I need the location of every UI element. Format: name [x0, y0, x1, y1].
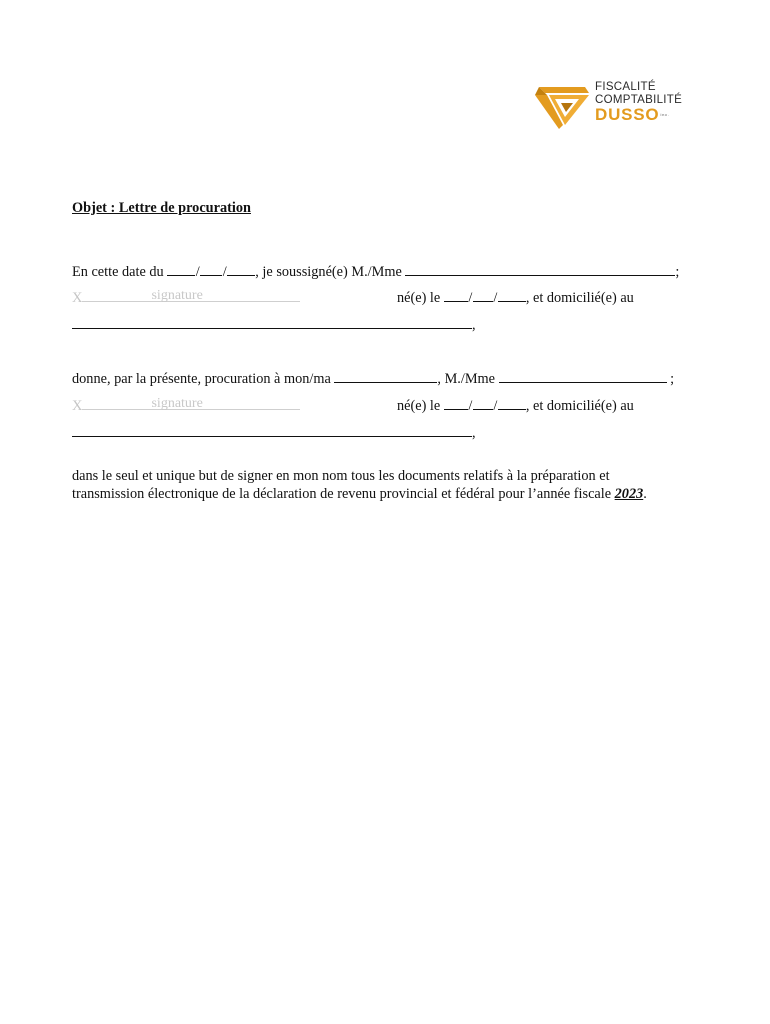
born-label-2: né(e) le	[397, 398, 441, 414]
logo-wordmark	[595, 81, 682, 124]
para1-line2	[72, 289, 672, 306]
domicile-label-2: , et domicilié(e) au	[525, 398, 634, 414]
signature-line-1	[82, 289, 300, 302]
born-label-1: né(e) le	[397, 290, 441, 306]
address-comma-2: ,	[472, 425, 476, 441]
address-comma-1: ,	[472, 317, 476, 333]
para1-semicolon: ;	[675, 264, 680, 280]
para2-semicolon: ;	[670, 371, 675, 387]
signature-field-2[interactable]	[72, 397, 300, 414]
birth-month-field-2[interactable]	[473, 397, 493, 410]
purpose-line2-text: transmission électronique de la déclaration de revenu provincial et fédéral pour l’année fiscale	[72, 486, 615, 502]
signature-placeholder-1: signature	[151, 288, 203, 303]
domicile-label-1: , et domicilié(e) au	[525, 290, 634, 306]
proxy-relation-field[interactable]	[334, 370, 437, 383]
signature-x-1: X	[72, 290, 83, 306]
birth-sep-2a: /	[468, 398, 473, 414]
logo-line-comptabilite: COMPTABILITÉ	[595, 93, 683, 106]
logo-dusso-text: DUSSO	[595, 105, 660, 124]
date-year-field[interactable]	[227, 263, 255, 276]
birth-date-group-2	[397, 397, 634, 414]
date-sep-1: /	[195, 264, 200, 280]
fiscal-year: 2023	[614, 486, 644, 502]
purpose-line1: dans le seul et unique but de signer en mon nom tous les documents relatifs à la préparation et	[72, 468, 610, 484]
signature-line-2	[82, 397, 300, 410]
mme-label: , M./Mme	[437, 371, 496, 387]
para2-line1	[72, 370, 674, 387]
date-day-field[interactable]	[167, 263, 195, 276]
logo-line-dusso	[595, 106, 682, 124]
para2-line3	[72, 424, 476, 441]
para1-line1	[72, 263, 679, 280]
birth-year-field-1[interactable]	[498, 289, 526, 302]
birth-sep-1a: /	[468, 290, 473, 306]
para1-line3	[72, 316, 476, 333]
proxy-name-field[interactable]	[499, 370, 667, 383]
birth-sep-1b: /	[493, 290, 498, 306]
date-prefix: En cette date du	[72, 264, 164, 280]
signature-placeholder-2: signature	[151, 396, 203, 411]
address-field-1[interactable]	[72, 316, 472, 329]
birth-day-field-1[interactable]	[444, 289, 468, 302]
grant-label: donne, par la présente, procuration à mon/ma	[72, 371, 331, 387]
signature-field-1[interactable]	[72, 289, 300, 306]
para2-line2	[72, 397, 672, 414]
birth-date-group-1	[397, 289, 634, 306]
purpose-period: .	[643, 486, 647, 502]
diamond-logo-icon	[533, 79, 591, 131]
logo-tm: inc.	[660, 112, 670, 117]
address-field-2[interactable]	[72, 424, 472, 437]
undersigned-name-field[interactable]	[405, 263, 675, 276]
company-logo	[533, 79, 708, 134]
logo-line-fiscalite: FISCALITÉ	[595, 81, 656, 93]
birth-sep-2b: /	[493, 398, 498, 414]
undersigned-label: , je soussigné(e) M./Mme	[255, 264, 402, 280]
purpose-line2	[72, 486, 647, 502]
date-month-field[interactable]	[200, 263, 222, 276]
date-sep-2: /	[222, 264, 227, 280]
signature-x-2: X	[72, 398, 83, 414]
birth-year-field-2[interactable]	[498, 397, 526, 410]
birth-month-field-1[interactable]	[473, 289, 493, 302]
birth-day-field-2[interactable]	[444, 397, 468, 410]
subject-heading: Objet : Lettre de procuration	[72, 200, 251, 216]
